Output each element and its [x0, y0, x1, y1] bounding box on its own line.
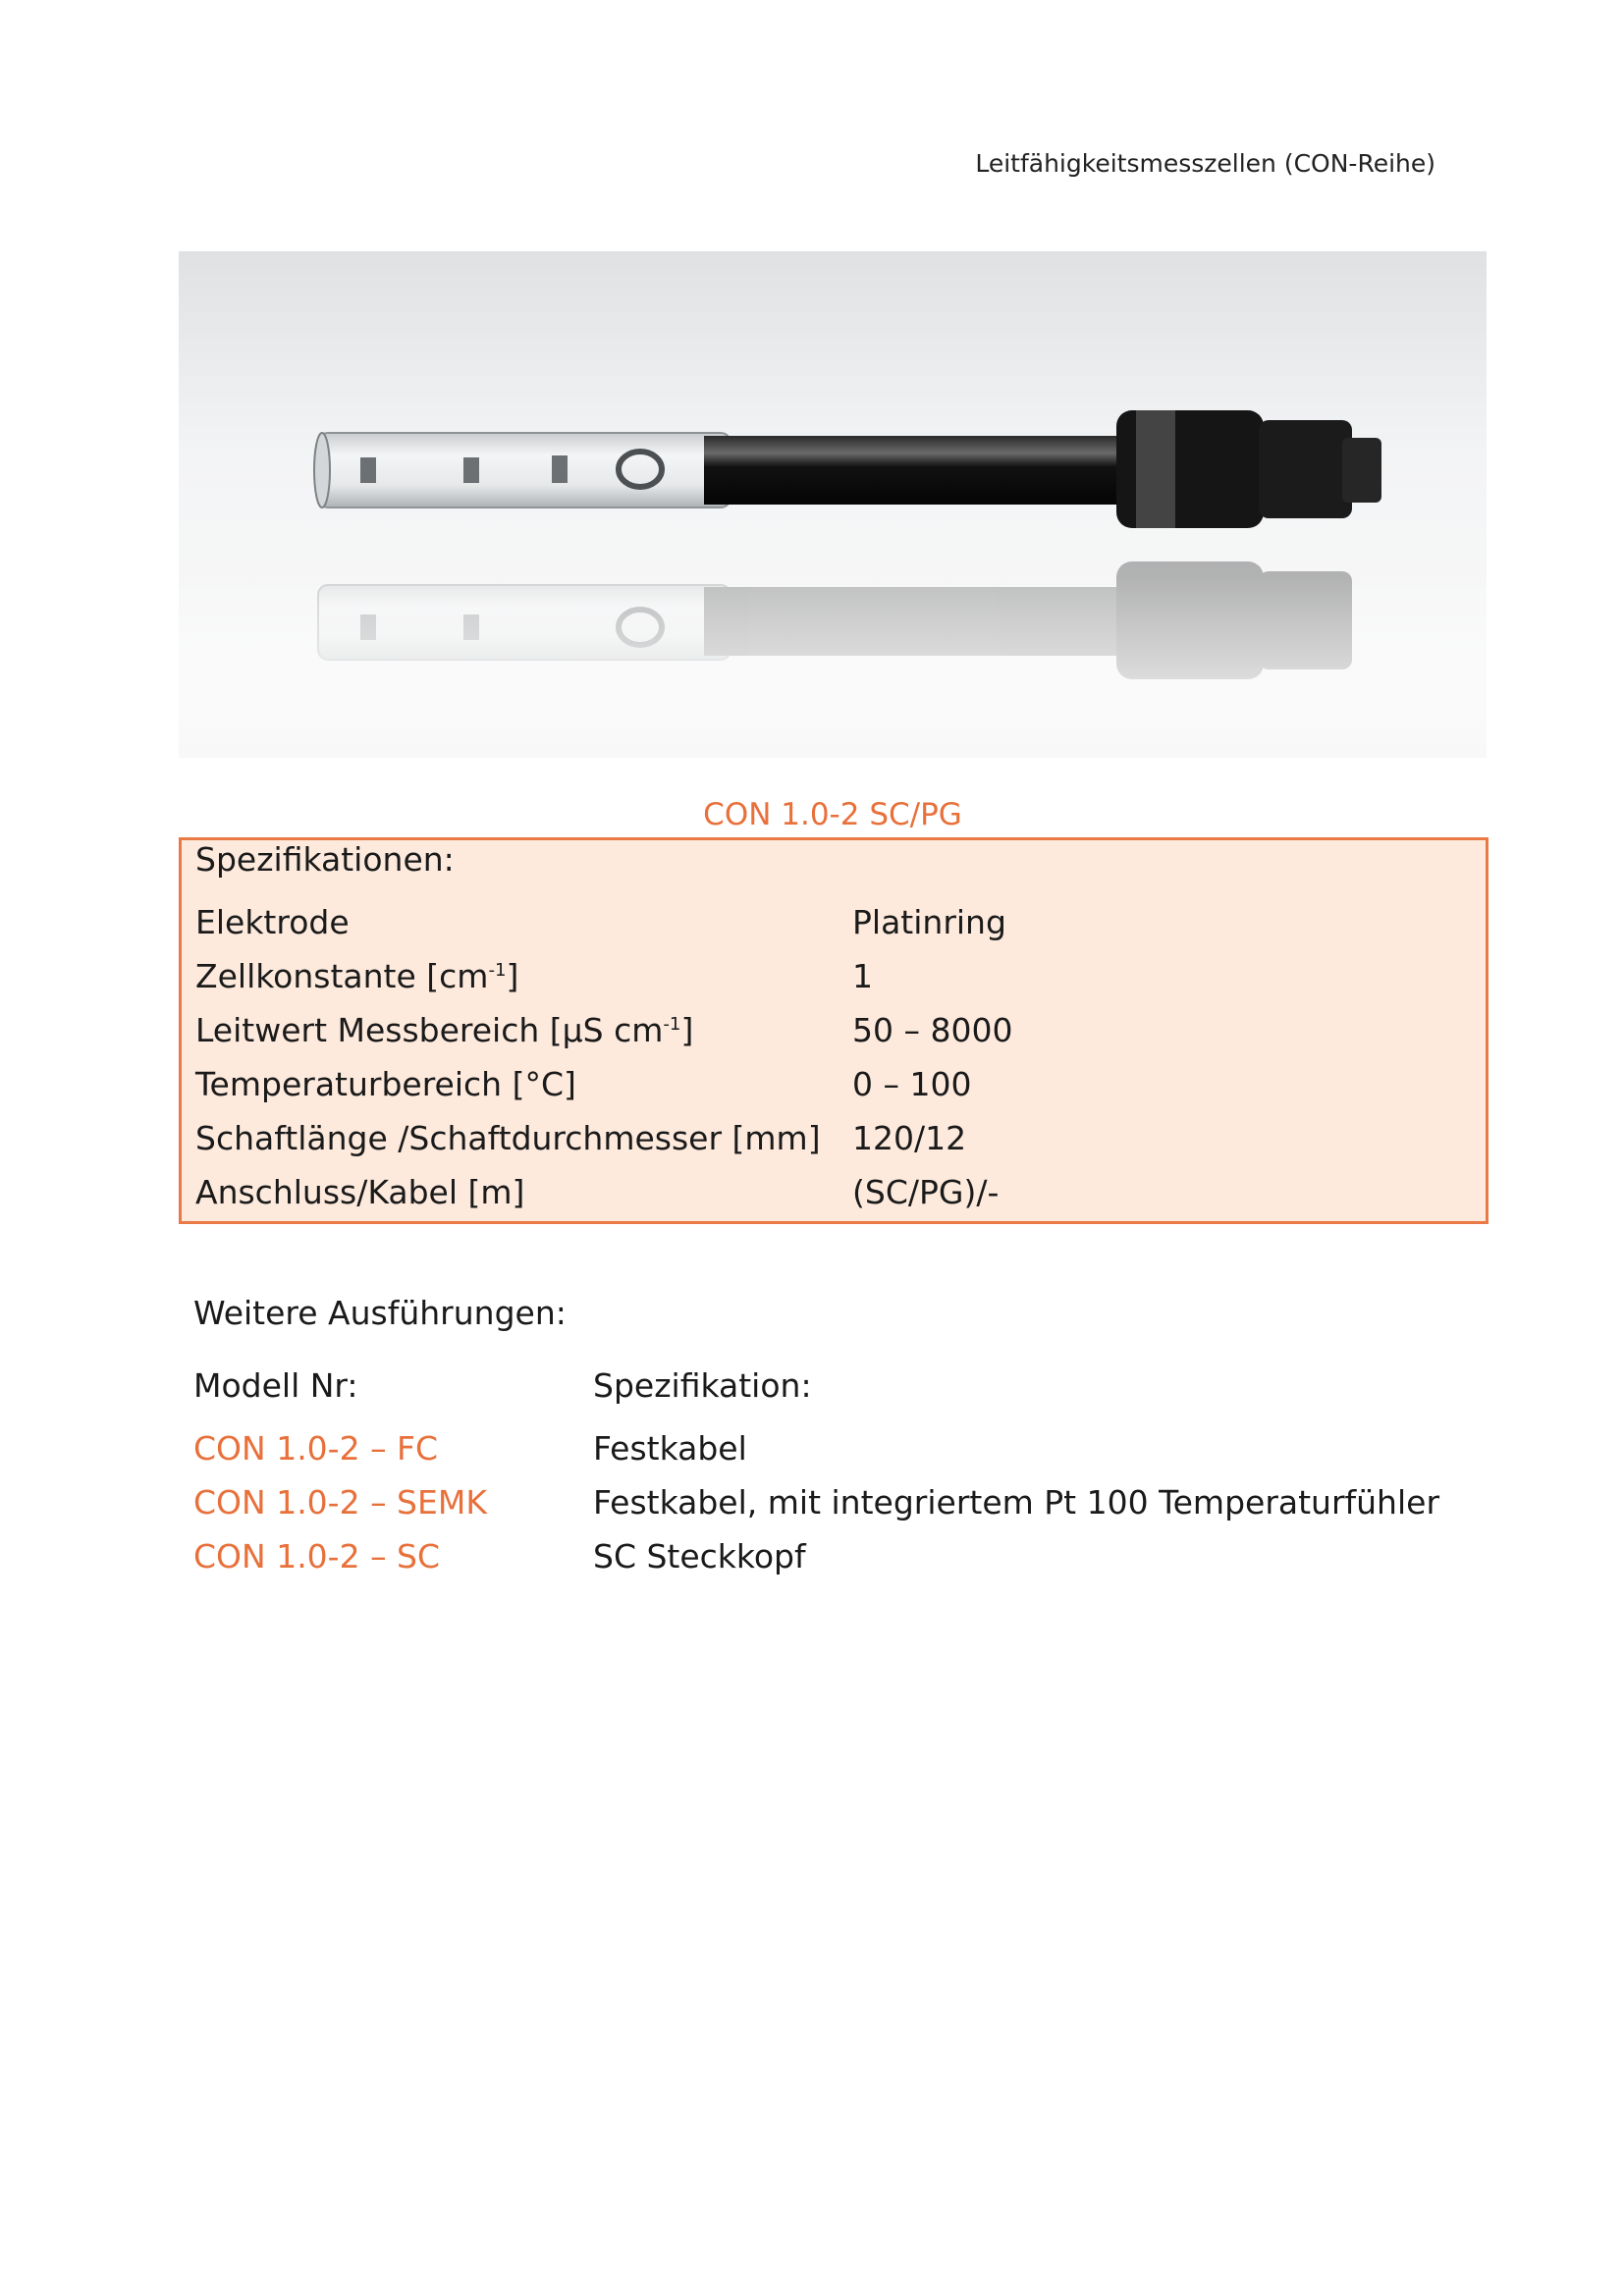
further-versions-heading: Weitere Ausführungen:: [193, 1294, 567, 1332]
spec-label: Leitwert Messbereich [µS $cm^{-1}$]: [195, 1011, 694, 1049]
spec-label: Temperaturbereich [°C]: [195, 1065, 576, 1103]
model-number: CON 1.0-2 – SC: [193, 1537, 441, 1575]
specifications-box: [179, 837, 1489, 1224]
model-description: Festkabel: [593, 1429, 747, 1468]
specification-column-header: Spezifikation:: [593, 1366, 812, 1405]
specifications-heading: Spezifikationen:: [195, 840, 455, 879]
spec-label: Zellkonstante $[cm^{-1}]$: [195, 957, 519, 995]
spec-value: (SC/PG)/-: [852, 1173, 1000, 1211]
spec-value: Platinring: [852, 903, 1006, 941]
page-header-title: Leitfähigkeitsmesszellen (CON-Reihe): [975, 149, 1435, 178]
spec-value: 1: [852, 957, 873, 995]
model-column-header: Modell Nr:: [193, 1366, 358, 1405]
spec-label: Anschluss/Kabel [m]: [195, 1173, 525, 1211]
spec-label: Elektrode: [195, 903, 350, 941]
model-number: CON 1.0-2 – SEMK: [193, 1483, 487, 1522]
spec-value: 120/12: [852, 1119, 967, 1157]
conductivity-probe-image: [179, 251, 1487, 758]
spec-value: 0 – 100: [852, 1065, 972, 1103]
spec-value: 50 – 8000: [852, 1011, 1013, 1049]
product-title: CON 1.0-2 SC/PG: [703, 797, 962, 832]
model-number: CON 1.0-2 – FC: [193, 1429, 439, 1468]
model-description: Festkabel, mit integriertem Pt 100 Temperaturfühler: [593, 1483, 1440, 1522]
spec-label: Schaftlänge /Schaftdurchmesser [mm]: [195, 1119, 821, 1157]
model-description: SC Steckkopf: [593, 1537, 806, 1575]
product-photo: [179, 251, 1487, 758]
